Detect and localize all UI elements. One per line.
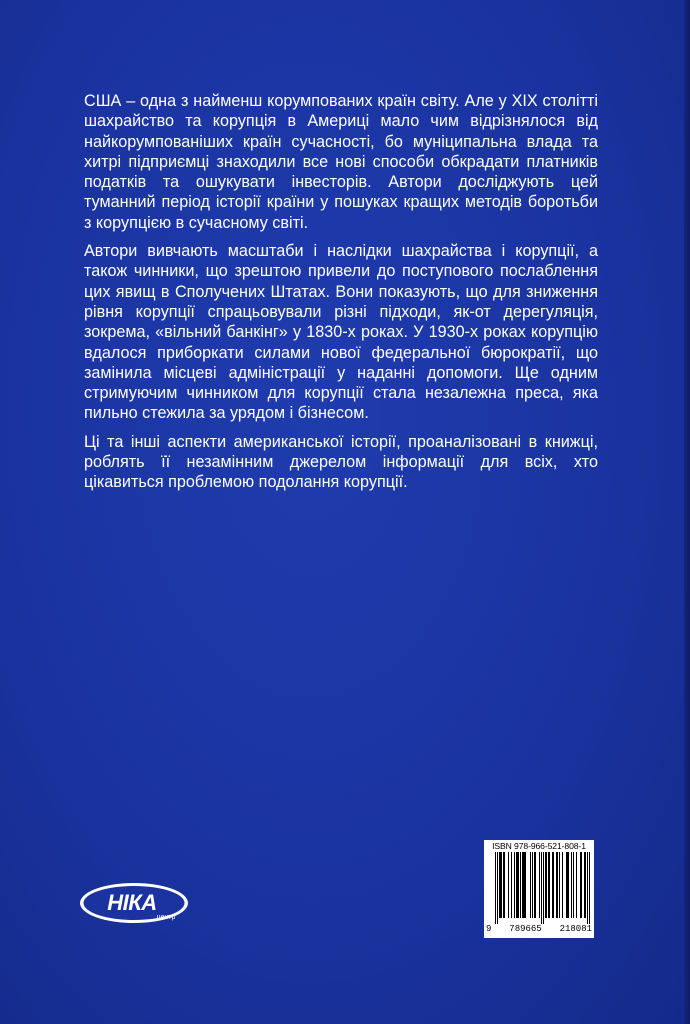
barcode-bar [553, 852, 554, 918]
cover-blurb [84, 91, 598, 501]
barcode-bar [548, 852, 549, 918]
barcode-bar [522, 852, 523, 918]
barcode-bar [559, 852, 560, 918]
logo-tagline: центр [156, 914, 176, 921]
barcode-bar [545, 852, 546, 918]
barcode-bar [518, 852, 519, 918]
barcode-bar [557, 852, 558, 918]
barcode-bar [508, 852, 509, 918]
barcode-bar [556, 852, 557, 918]
barcode-bar [585, 852, 586, 918]
barcode-bar [497, 852, 498, 924]
barcode-bar [562, 852, 563, 918]
ean-first-digit: 9 [486, 924, 492, 934]
barcode-bar [584, 852, 585, 918]
barcode-bar [568, 852, 569, 918]
barcode-bar [520, 852, 521, 918]
barcode-bar [500, 852, 501, 918]
barcode-bar [539, 852, 540, 918]
barcode-bar [580, 852, 581, 918]
barcode-bar [523, 852, 524, 918]
barcode-bar [571, 852, 572, 918]
barcode-bar [549, 852, 550, 918]
isbn-label: ISBN 978-966-521-808-1 [492, 841, 586, 851]
ean-left-group: 789665 [509, 924, 542, 934]
barcode-bar [516, 852, 517, 918]
barcode-bar [546, 852, 547, 918]
barcode-bar [532, 852, 533, 918]
barcode-bar [501, 852, 502, 918]
barcode-bar [517, 852, 518, 918]
ean-digits [486, 924, 592, 934]
barcode-bar [541, 852, 542, 924]
barcode-bar [543, 852, 544, 924]
barcode-bar [525, 852, 526, 918]
barcode-bar [567, 852, 568, 918]
barcode-bar [581, 852, 582, 918]
barcode-bar [566, 852, 567, 918]
blurb-paragraph-2: Автори вивчають масштаби і наслідки шахрайства і корупції, а також чинники, що зрештою привели до поступового послаблення цих явищ в Сполучених Штатах. Вони показують, що для зниження рівня корупції спрацьовували різні підходи, як-от дерегуляція, зокрема, «вільний банкінг» у 1830-х роках. У 1930-х роках корупцію вдалося приборкати силами нової федеральної бюрократії, що замінила місцеві адміністрації у наданні допомоги. Ще одним стримуючим чинником для корупції стала незалежна преса, яка пильно стежила за урядом і бізнесом. [84, 242, 598, 423]
barcode-bar [530, 852, 531, 918]
barcode-bar [499, 852, 500, 918]
barcode-bar [511, 852, 512, 918]
barcode-bar [576, 852, 577, 918]
barcode-bar [524, 852, 525, 918]
nika-centr-logo [78, 881, 190, 925]
barcode-bar [587, 852, 588, 924]
barcode-bar [495, 852, 496, 924]
blurb-paragraph-1: США – одна з найменш корумпованих країн світу. Але у XIX столітті шахрайство та корупція в Америці мало чим відрізнялося від найкорумпованіших країн сучасності, бо муніципальна влада та хитрі підприємці знаходили все нові способи обкрадати платників податків та ошукувати інвесторів. Автори досліджують цей туманний період історії країни у пошуках кращих методів боротьби з корупцією в сучасному світі. [84, 92, 598, 232]
barcode-bar [514, 852, 515, 918]
barcode-bar [503, 852, 504, 918]
isbn-barcode [484, 840, 594, 938]
barcode-bar [589, 852, 590, 924]
barcode-bars [495, 852, 590, 924]
barcode-bar [552, 852, 553, 918]
logo-wordmark: НІКА [107, 890, 157, 915]
blurb-paragraph-3: Ці та інші аспекти американської історії, проаналізовані в книжці, роблять її незамінним джерелом інформації для всіх, хто цікавиться проблемою подолання корупції. [84, 432, 598, 492]
barcode-bar [573, 852, 574, 918]
barcode-bar [535, 852, 536, 918]
barcode-bar [504, 852, 505, 918]
barcode-bar [534, 852, 535, 918]
ean-right-group: 218081 [559, 924, 592, 934]
